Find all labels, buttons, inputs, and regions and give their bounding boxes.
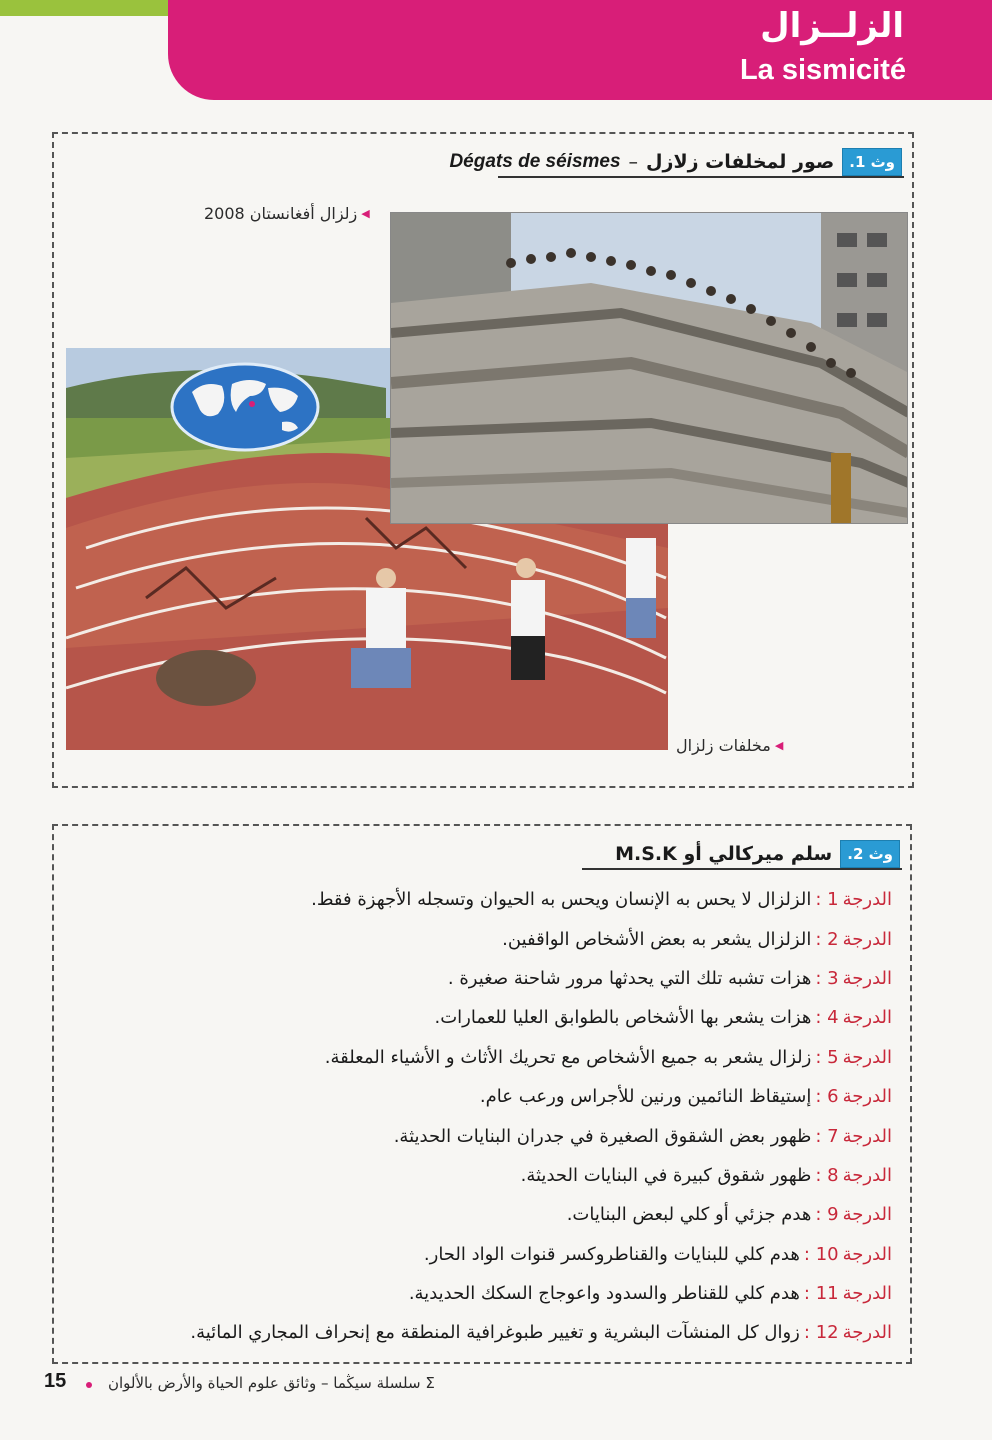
footer-series-title: Σ سلسلة سيڭما – وثائق علوم الحياة والأرض بالألوان: [108, 1374, 435, 1392]
document-1-badge: وث 1.: [842, 148, 902, 176]
degree-description: زلزال يشعر به جميع الأشخاص مع تحريك الأثاث و الأشياء المعلقة.: [324, 1046, 812, 1068]
scale-row-3: [112, 959, 892, 998]
degree-label: الدرجة: [842, 1125, 892, 1147]
page-number: 15: [44, 1370, 67, 1392]
document-1-title-arabic: صور لمخلفات زلازل: [646, 151, 835, 173]
degree-number: 3 :: [815, 967, 839, 989]
afghanistan-caption-text: زلزال أفغانستان 2008: [204, 204, 358, 223]
degree-description: ظهور شقوق كبيرة في البنايات الحديثة.: [520, 1164, 812, 1186]
degree-label: الدرجة: [842, 1243, 892, 1265]
caption-arrow-icon: ◀: [774, 739, 784, 752]
document-2-title: سلم ميركالي أو M.S.K: [615, 843, 833, 865]
document-1-underline: [498, 176, 904, 178]
scale-row-8: [112, 1156, 892, 1195]
scale-row-7: [112, 1116, 892, 1155]
afghanistan-caption: [204, 204, 370, 223]
degree-description: ظهور بعض الشقوق الصغيرة في جدران البنايات الحديثة.: [393, 1125, 812, 1147]
document-1-title-separator: –: [628, 151, 639, 173]
degree-label: الدرجة: [842, 1086, 892, 1108]
degree-number: 7 :: [815, 1125, 839, 1147]
damage-caption: [676, 736, 783, 755]
world-globe-icon: [170, 362, 320, 452]
footer-dot: [86, 1382, 92, 1388]
caption-arrow-icon: ◀: [361, 207, 370, 220]
degree-number: 4 :: [815, 1007, 839, 1029]
damage-caption-text: مخلفات زلزال: [676, 736, 771, 755]
degree-number: 9 :: [815, 1204, 839, 1226]
document-1-title-french: Dégats de séismes: [449, 151, 621, 172]
degree-label: الدرجة: [842, 1322, 892, 1344]
degree-description: هدم كلي للقناطر والسدود واعوجاج السكك الحديدية.: [408, 1283, 800, 1305]
degree-label: الدرجة: [842, 889, 892, 911]
degree-number: 8 :: [815, 1164, 839, 1186]
scale-row-12: [112, 1313, 892, 1352]
degree-description: زوال كل المنشآت البشرية و تغيير طبوغرافية المنطقة مع إنحراف المجاري المائية.: [190, 1322, 800, 1344]
degree-description: الزلزال لا يحس به الإنسان ويحس به الحيوان وتسجله الأجهزة فقط.: [311, 889, 812, 911]
scale-row-5: [112, 1038, 892, 1077]
degree-number: 1 :: [815, 889, 839, 911]
chapter-title-banner: [168, 0, 992, 100]
degree-number: 6 :: [815, 1086, 839, 1108]
scale-row-10: [112, 1235, 892, 1274]
degree-number: 2 :: [815, 928, 839, 950]
document-2-heading: [615, 840, 900, 868]
scale-row-9: [112, 1195, 892, 1234]
degree-label: الدرجة: [842, 1204, 892, 1226]
degree-label: الدرجة: [842, 1164, 892, 1186]
scale-row-11: [112, 1274, 892, 1313]
chapter-title-arabic: الزلــزال: [760, 6, 904, 46]
document-1-heading: [449, 148, 902, 176]
scale-row-6: [112, 1077, 892, 1116]
degree-description: الزلزال يشعر به بعض الأشخاص الواقفين.: [502, 928, 812, 950]
degree-description: هزات يشعر بها الأشخاص بالطوابق العليا للعمارات.: [434, 1007, 812, 1029]
degree-label: الدرجة: [842, 1283, 892, 1305]
afghanistan-earthquake-photo: [390, 212, 908, 524]
degree-label: الدرجة: [842, 928, 892, 950]
degree-description: إستيقاظ النائمين ورنين للأجراس ورعب عام.: [479, 1086, 812, 1108]
document-2-underline: [582, 868, 902, 870]
document-2-badge: وث 2.: [840, 840, 900, 868]
scale-row-1: [112, 880, 892, 919]
scale-row-2: [112, 919, 892, 958]
degree-number: 5 :: [815, 1046, 839, 1068]
mercalli-scale-list: [112, 880, 892, 1353]
degree-number: 11 :: [803, 1283, 839, 1305]
degree-description: هدم جزئي أو كلي لبعض البنايات.: [566, 1204, 812, 1226]
degree-label: الدرجة: [842, 967, 892, 989]
degree-description: هزات تشبه تلك التي يحدثها مرور شاحنة صغيرة .: [447, 967, 812, 989]
degree-description: هدم كلي للبنايات والقناطروكسر قنوات الواد الحار.: [423, 1243, 800, 1265]
degree-label: الدرجة: [842, 1007, 892, 1029]
chapter-title-french: La sismicité: [739, 54, 906, 86]
building-photo-illustration: [391, 213, 908, 524]
degree-label: الدرجة: [842, 1046, 892, 1068]
scale-row-4: [112, 998, 892, 1037]
degree-number: 12 :: [803, 1322, 839, 1344]
degree-number: 10 :: [803, 1243, 839, 1265]
